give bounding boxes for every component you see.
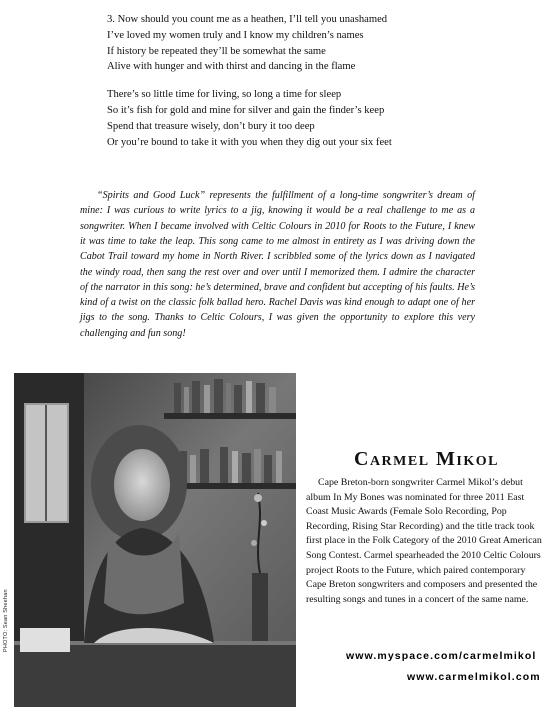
lyric-line: Or you’re bound to take it with you when they dig out your six feet bbox=[107, 136, 392, 148]
lyric-line: So it’s fish for gold and mine for silver and gain the finder’s keep bbox=[107, 104, 385, 116]
song-lyrics bbox=[107, 12, 547, 162]
artist-photo-image bbox=[14, 373, 296, 707]
lyrics-stanza-2 bbox=[107, 87, 547, 150]
lyric-line: I’ve loved my women truly and I know my children’s names bbox=[107, 29, 364, 41]
artist-name: Carmel Mikol bbox=[354, 448, 499, 470]
lyrics-stanza-1 bbox=[107, 12, 547, 75]
lyric-line: If history be repeated they’ll be somewhat the same bbox=[107, 45, 326, 57]
artist-photo bbox=[14, 373, 296, 707]
lyric-line: There’s so little time for living, so long a time for sleep bbox=[107, 89, 342, 101]
artist-bio: Cape Breton-born songwriter Carmel Mikol’s debut album In My Bones was nominated for three 2011 East Coast Music Awards (Female Solo Recording, Pop Recording, Rising Star Recording) and the title track took first place in the Folk Category of the 2010 Great American Song Contest. Carmel spearheaded the 2010 Celtic Colours project Roots to the Future, which paired contemporary Cape Breton songwriters and composers and presented the resulting songs and tunes in a concert of the same name. bbox=[306, 477, 542, 605]
website-link[interactable]: www.carmelmikol.com bbox=[407, 671, 541, 683]
songwriter-quote: “Spirits and Good Luck” represents the fulfillment of a long-time songwriter’s dream of mine: I was curious to write lyrics to a jig, knowing it would be a real challenge to me as a songwriter. When I became involved with Celtic Colours in 2010 for Roots to the Future, I knew it was time to take the leap. This song came to me almost in entirety as I was driving down the Cabot Trail toward my home in North River. I scribbled some of the lyrics down as I navigated the windy road, then sang the rest over and over until I memorized them. I admire the character of the narrator in this song: he’s determined, brave and confident but accepting of his faults. He’s kind of a twist on the classic folk ballad hero. Rachel Davis was kind enough to adapt one of her jigs to the song. Thanks to Celtic Colours, I was given the opportunity to explore this very challenging and fun song! bbox=[80, 190, 475, 339]
lyric-line: 3. Now should you count me as a heathen, I’ll tell you unashamed bbox=[107, 14, 388, 25]
photo-credit: PHOTO: Sean Sheehan bbox=[3, 589, 9, 652]
lyric-line: Alive with hunger and with thirst and dancing in the flame bbox=[107, 61, 356, 73]
lyric-line: Spend that treasure wisely, don’t bury it too deep bbox=[107, 120, 315, 132]
myspace-link[interactable]: www.myspace.com/carmelmikol bbox=[346, 650, 537, 662]
